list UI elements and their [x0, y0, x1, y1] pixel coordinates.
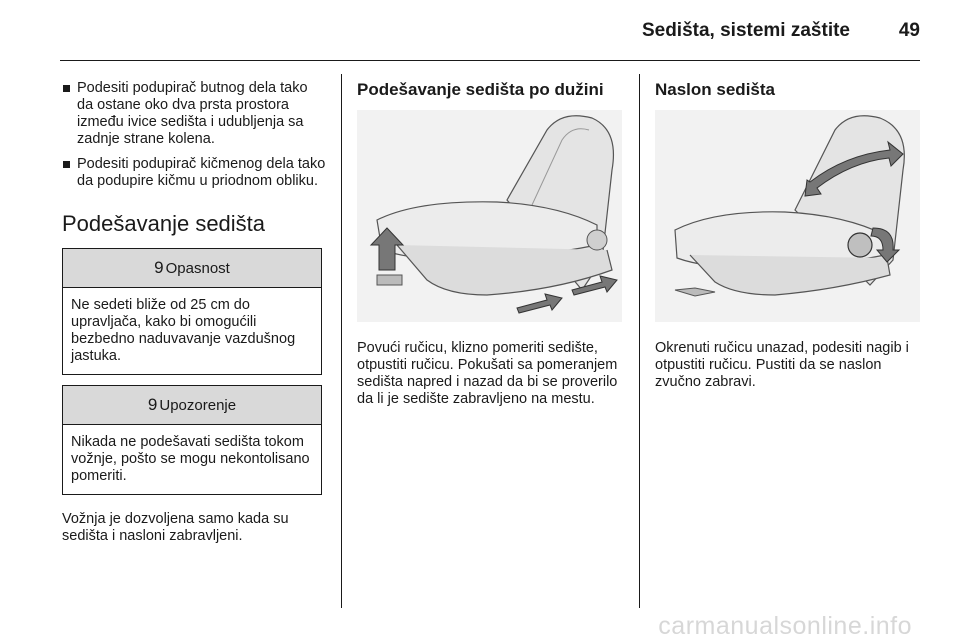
- middle-column: [357, 80, 625, 408]
- page-number: 49: [898, 20, 920, 41]
- column-divider: [639, 74, 640, 608]
- warning-triangle-icon: 9: [154, 258, 164, 277]
- header-divider: [60, 60, 920, 61]
- warning-title: Upozorenje: [159, 397, 237, 414]
- warning-triangle-icon: 9: [147, 395, 158, 414]
- section-heading: Podešavanje sedišta po dužini: [357, 80, 604, 99]
- danger-box-header: [63, 249, 321, 288]
- body-text: Povući ručicu, klizno pomeriti sedište, otpustiti ručicu. Pokušati sa pomeranjem sedišta napred i nazad da bi se proverilo da li je sedište zabravljeno na mestu.: [357, 340, 618, 407]
- column-divider: [341, 74, 342, 608]
- warning-box: [62, 385, 322, 495]
- danger-title: Opasnost: [165, 260, 230, 277]
- warning-box-header: [63, 386, 321, 425]
- body-text: Vožnja je dozvoljena samo kada su sedišta i nasloni zabravljeni.: [62, 511, 289, 544]
- watermark: carmanualsonline.info: [658, 612, 912, 640]
- body-text: Okrenuti ručicu unazad, podesiti nagib i otpustiti ručicu. Pustiti da se naslon zvučno zabravi.: [655, 340, 909, 390]
- right-column: [655, 80, 923, 391]
- section-heading: Naslon sedišta: [655, 80, 775, 99]
- left-column: [62, 80, 327, 545]
- seat-length-adjust-illustration: [357, 110, 622, 322]
- section-heading: Podešavanje sedišta: [62, 211, 266, 236]
- seat-backrest-adjust-illustration: [655, 110, 920, 322]
- page-header-title: Sedišta, sistemi zaštite: [641, 20, 850, 41]
- danger-box: [62, 248, 322, 375]
- bullet-item: Podesiti podupirač kičmenog dela tako da podupire kičmu u priodnom obliku.: [62, 156, 327, 190]
- warning-text: Nikada ne podešavati sedišta tokom vožnje, pošto se mogu nekontolisano pomeriti.: [71, 434, 310, 484]
- bullet-item: Podesiti podupirač butnog dela tako da ostane oko dva prsta prostora između ivice sedišta i udubljenja sa zadnje strane kolena.: [62, 80, 327, 148]
- danger-text: Ne sedeti bliže od 25 cm do upravljača, kako bi omogućili bezbedno naduvavanje vazdušnog jastuka.: [71, 297, 296, 364]
